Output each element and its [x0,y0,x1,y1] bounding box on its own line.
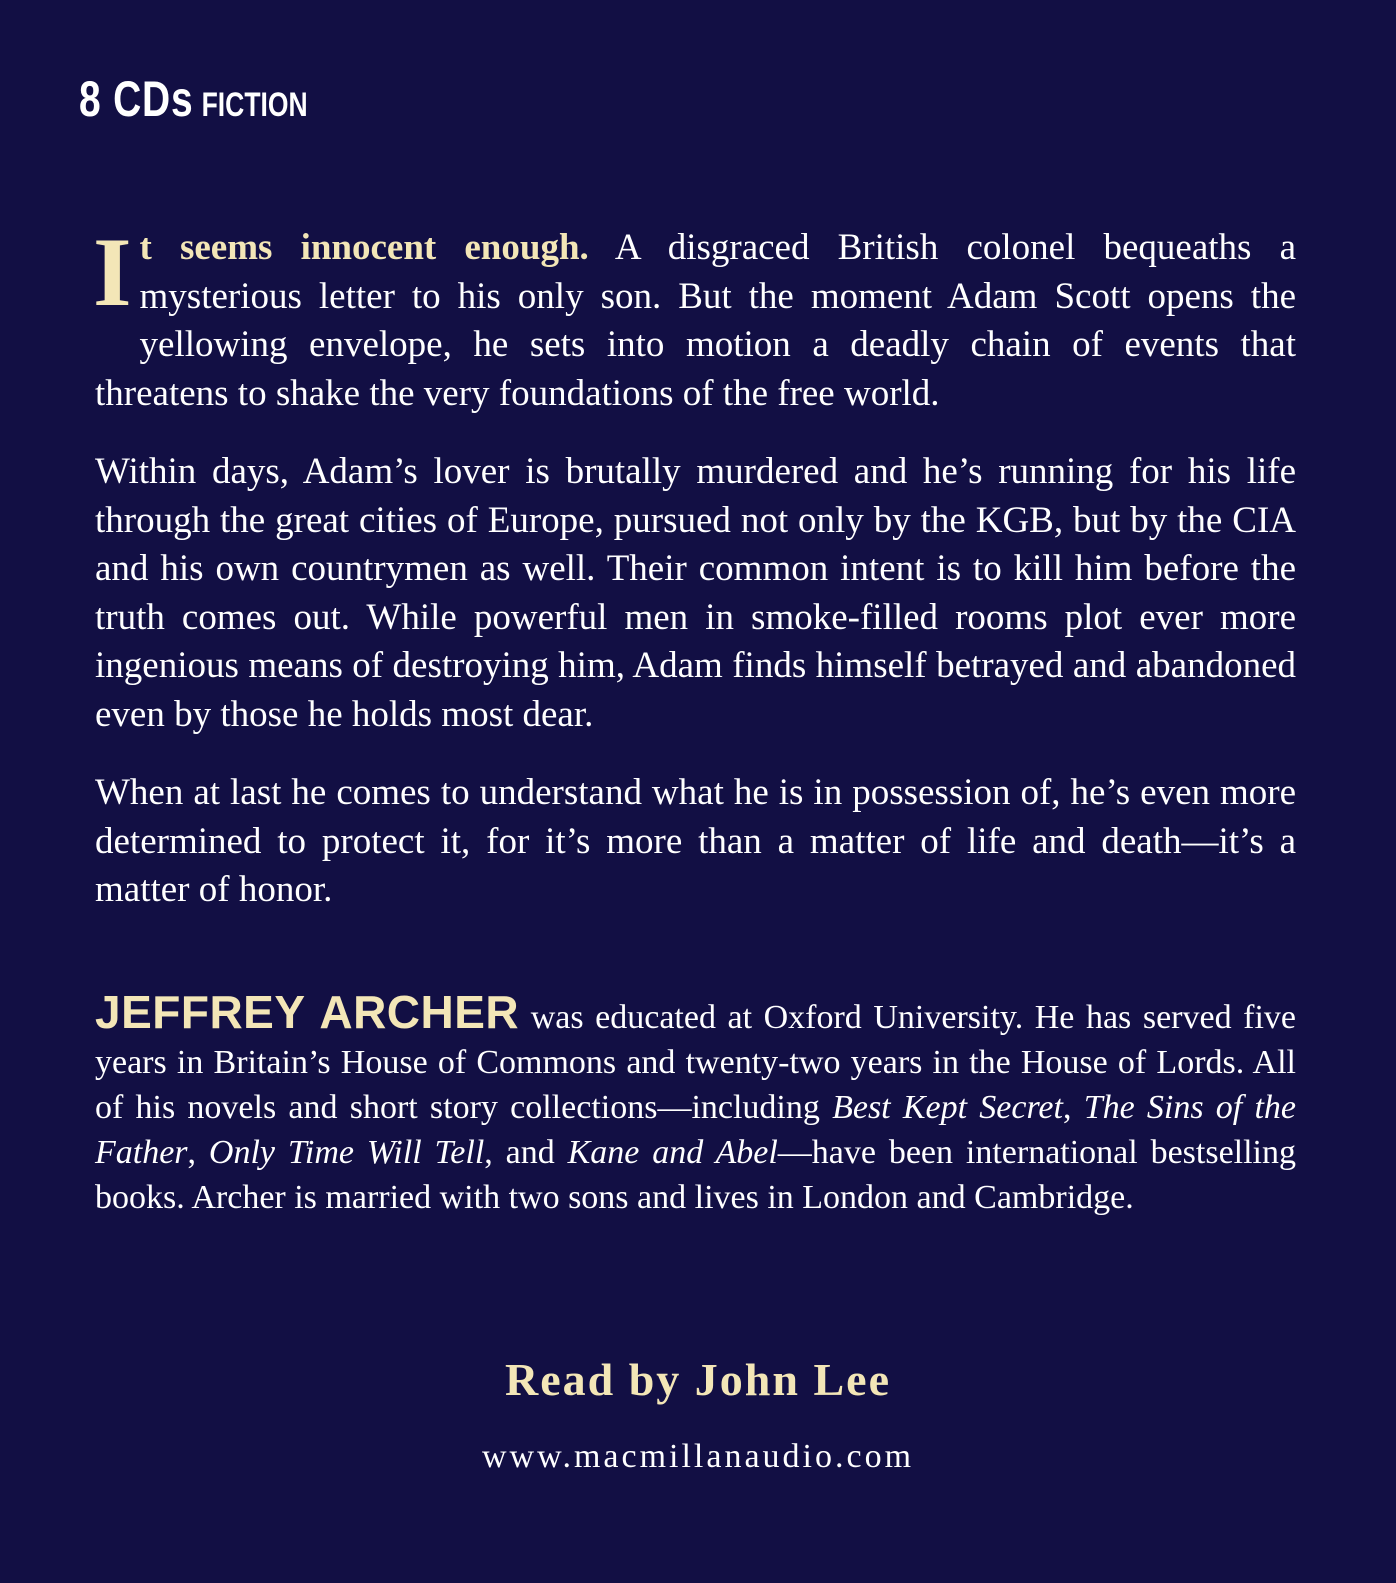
synopsis [93,218,1296,915]
publisher-website: www.macmillanaudio.com [481,1438,915,1475]
synopsis-paragraph-2: Within days, Adam’s lover is brutally murdered and he’s running for his life through the great cities of Europe, pursued not only by the KGB, but by the CIA and his own countrymen as well. Their common intent is to kill him before the truth comes out. While powerful men in smoke-filled rooms plot ever more ingenious means of destroying him, Adam finds himself betrayed and abandoned even by those he holds most dear. [95,451,1296,735]
book-title-only-time-will-tell: Only Time Will Tell [208,1134,485,1171]
author-name: JEFFREY ARCHER [95,986,520,1038]
synopsis-paragraph-3: When at last he comes to understand what he is in possession of, he’s even more determined to protect it, for it’s more than a matter of life and death—it’s a matter of honor. [95,772,1296,910]
synopsis-paragraph-1 [93,218,1296,418]
bio-text-1: was educated at Oxford University. He has served five years in Britain’s House of Commons and twenty-two years in the House of Lords. All of his novels and short story collections—including [95,999,1297,1126]
book-title-kane-and-abel: Kane and Abel [567,1134,778,1171]
bio-separator-1: , [1062,1089,1084,1126]
narrator-credit: Read by John Lee [505,1354,891,1405]
bio-text-2: —have been international bestselling books. Archer is married with two sons and lives in London and Cambridge. [95,1134,1297,1216]
author-bio [95,986,1297,1220]
disc-count: 8 CDs [79,71,194,127]
bio-separator-2: , [187,1134,209,1171]
lead-in: t seems innocent enough. [139,227,589,268]
genre-label: FICTION [201,86,308,124]
book-title-best-kept-secret: Best Kept Secret [832,1089,1063,1126]
book-title-sins-of-the-father: The Sins of the Father [95,1089,1296,1171]
bio-separator-3: , and [484,1134,568,1171]
format-header [79,70,308,128]
synopsis-paragraph-1-text: A disgraced British colonel bequeaths a mysterious letter to his only son. But the moment Adam Scott opens the yellowing envelope, he sets into motion a deadly chain of events that threatens to shake the very foundations of the free world. [95,227,1296,414]
drop-cap: I [93,218,132,327]
